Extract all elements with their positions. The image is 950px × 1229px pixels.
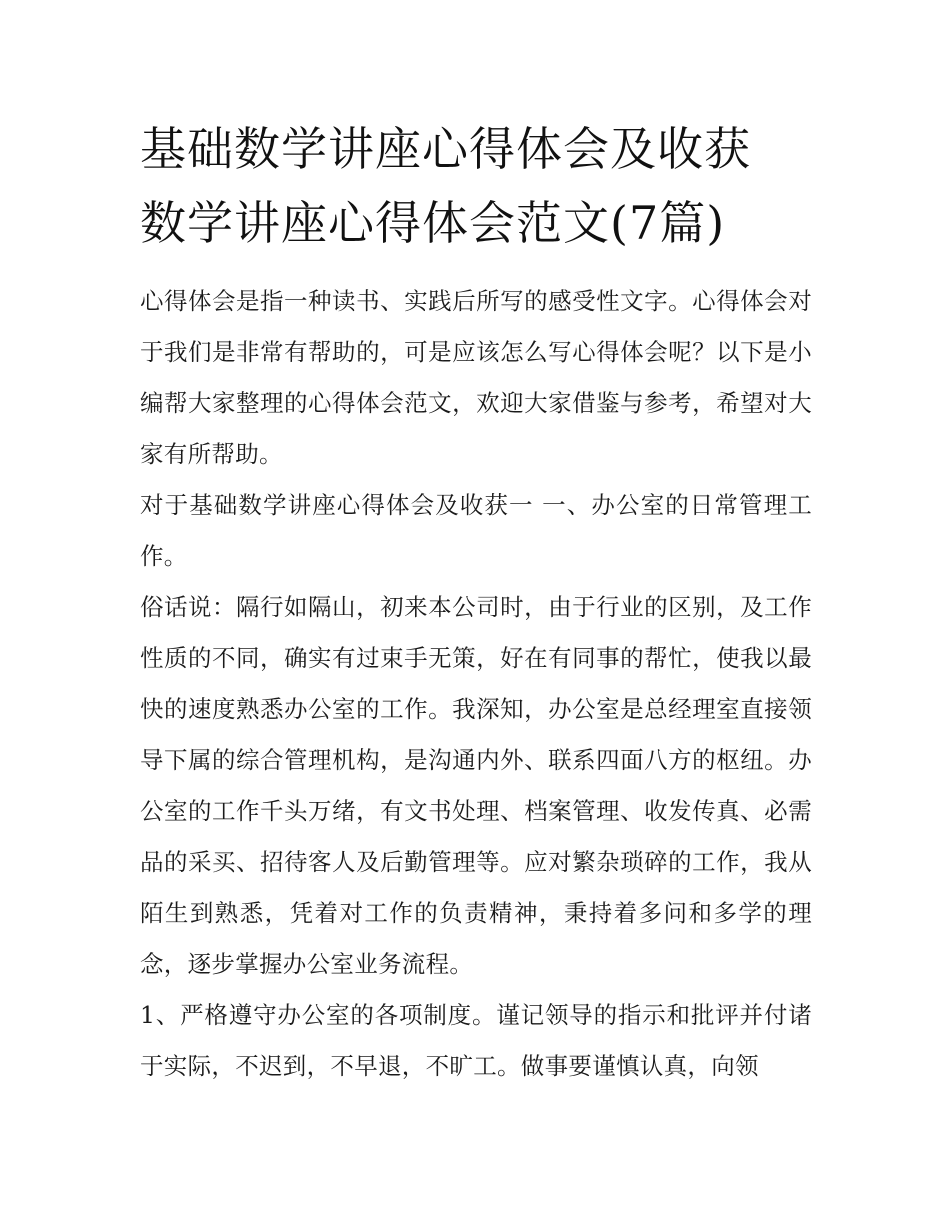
section-heading-paragraph: 对于基础数学讲座心得体会及收获一 一、办公室的日常管理工作。 — [140, 491, 812, 570]
title-line-2: 数学讲座心得体会范文(7篇) — [140, 196, 726, 250]
document-page — [140, 112, 812, 1092]
intro-paragraph: 心得体会是指一种读书、实践后所写的感受性文字。心得体会对于我们是非常有帮助的，可是应该怎么写心得体会呢？以下是小编帮大家整理的心得体会范文，欢迎大家借鉴与参考，希望对大家有所帮助。 — [140, 287, 812, 468]
document-title — [140, 112, 812, 260]
body-paragraph: 俗话说：隔行如隔山，初来本公司时，由于行业的区别，及工作性质的不同，确实有过束手无策，好在有同事的帮忙，使我以最快的速度熟悉办公室的工作。我深知，办公室是总经理室直接领导下属的综合管理机构，是沟通内外、联系四面八方的枢纽。办公室的工作千头万绪，有文书处理、档案管理、收发传真、必需品的采买、招待客人及后勤管理等。应对繁杂琐碎的工作，我从陌生到熟悉，凭着对工作的负责精神，秉持着多问和多学的理念，逐步掌握办公室业务流程。 — [140, 593, 812, 978]
title-line-1: 基础数学讲座心得体会及收获 — [140, 122, 751, 176]
list-item-paragraph: 1、严格遵守办公室的各项制度。谨记领导的指示和批评并付诸于实际，不迟到，不早退，不旷工。做事要谨慎认真，向领 — [140, 1001, 812, 1080]
